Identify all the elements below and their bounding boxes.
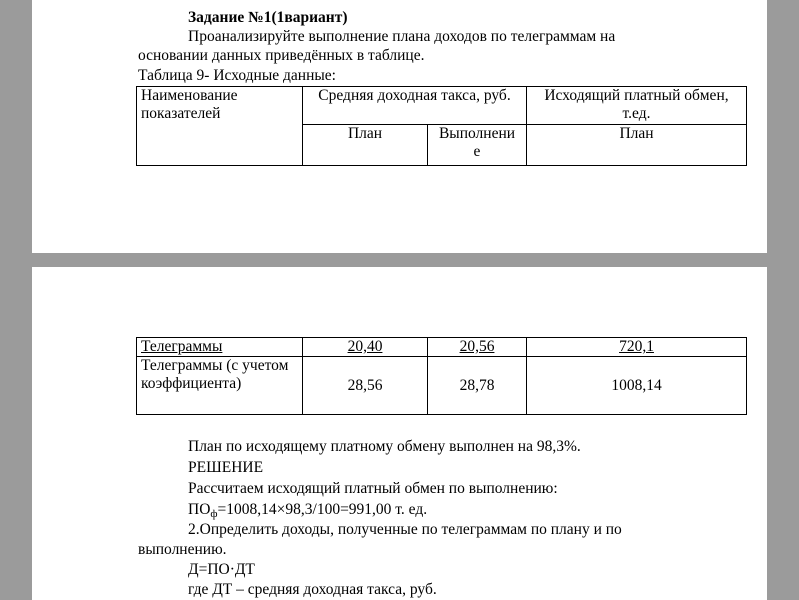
task-step-2-line-1: 2.Определить доходы, полученные по телеграммам по плану и по	[188, 521, 622, 538]
formula-volume: $ПО_ф=1008,14\times 98,3/100=991,00$ т. ед.	[188, 501, 428, 520]
plan-fulfilment-text: План по исходящему платному обмену выполнен на 98,3%.	[188, 438, 581, 455]
table-row	[137, 338, 747, 357]
row-plan-tariff: 20,40	[303, 338, 428, 357]
header-indicator-name: Наименование показателей	[137, 87, 303, 166]
intro-text-line-2: основании данных приведённых в таблице.	[138, 47, 425, 64]
document-page-2	[32, 267, 767, 600]
row-fact-tariff: 20,56	[428, 338, 527, 357]
table-row	[137, 357, 747, 415]
header-avg-tariff: Средняя доходная такса, руб.	[303, 87, 527, 125]
task-step-2-line-2: выполнению.	[138, 541, 227, 558]
row-name: Телеграммы	[137, 338, 303, 357]
header-tariff-plan: План	[303, 125, 428, 166]
calc-intro-text: Рассчитаем исходящий платный обмен по выполнению:	[188, 480, 558, 497]
row-plan-tariff: 28,56	[303, 357, 428, 415]
intro-text-line-1: Проанализируйте выполнение плана доходов по телеграммам на	[188, 28, 616, 45]
formula-note: где ДТ – средняя доходная такса, руб.	[188, 581, 437, 598]
source-data-table-header	[136, 86, 747, 166]
row-volume: 720,1	[527, 338, 747, 357]
header-volume-plan: План	[527, 125, 747, 166]
solution-heading: РЕШЕНИЕ	[188, 459, 264, 476]
row-fact-tariff: 28,78	[428, 357, 527, 415]
header-outgoing-volume: Исходящий платный обмен, т.ед.	[527, 87, 747, 125]
header-tariff-fact-line1: Выполнени	[438, 125, 516, 142]
formula-income: Д=ПО·ДТ	[188, 561, 255, 578]
task-heading: Задание №1(1вариант)	[188, 9, 348, 26]
header-tariff-fact	[428, 125, 527, 166]
source-data-table-body	[136, 337, 747, 415]
row-name: Телеграммы (с учетом коэффициента)	[137, 357, 303, 415]
row-volume: 1008,14	[527, 357, 747, 415]
document-page-1	[32, 0, 767, 253]
header-tariff-fact-line2: е	[473, 143, 481, 160]
table-caption: Таблица 9- Исходные данные:	[138, 67, 336, 84]
